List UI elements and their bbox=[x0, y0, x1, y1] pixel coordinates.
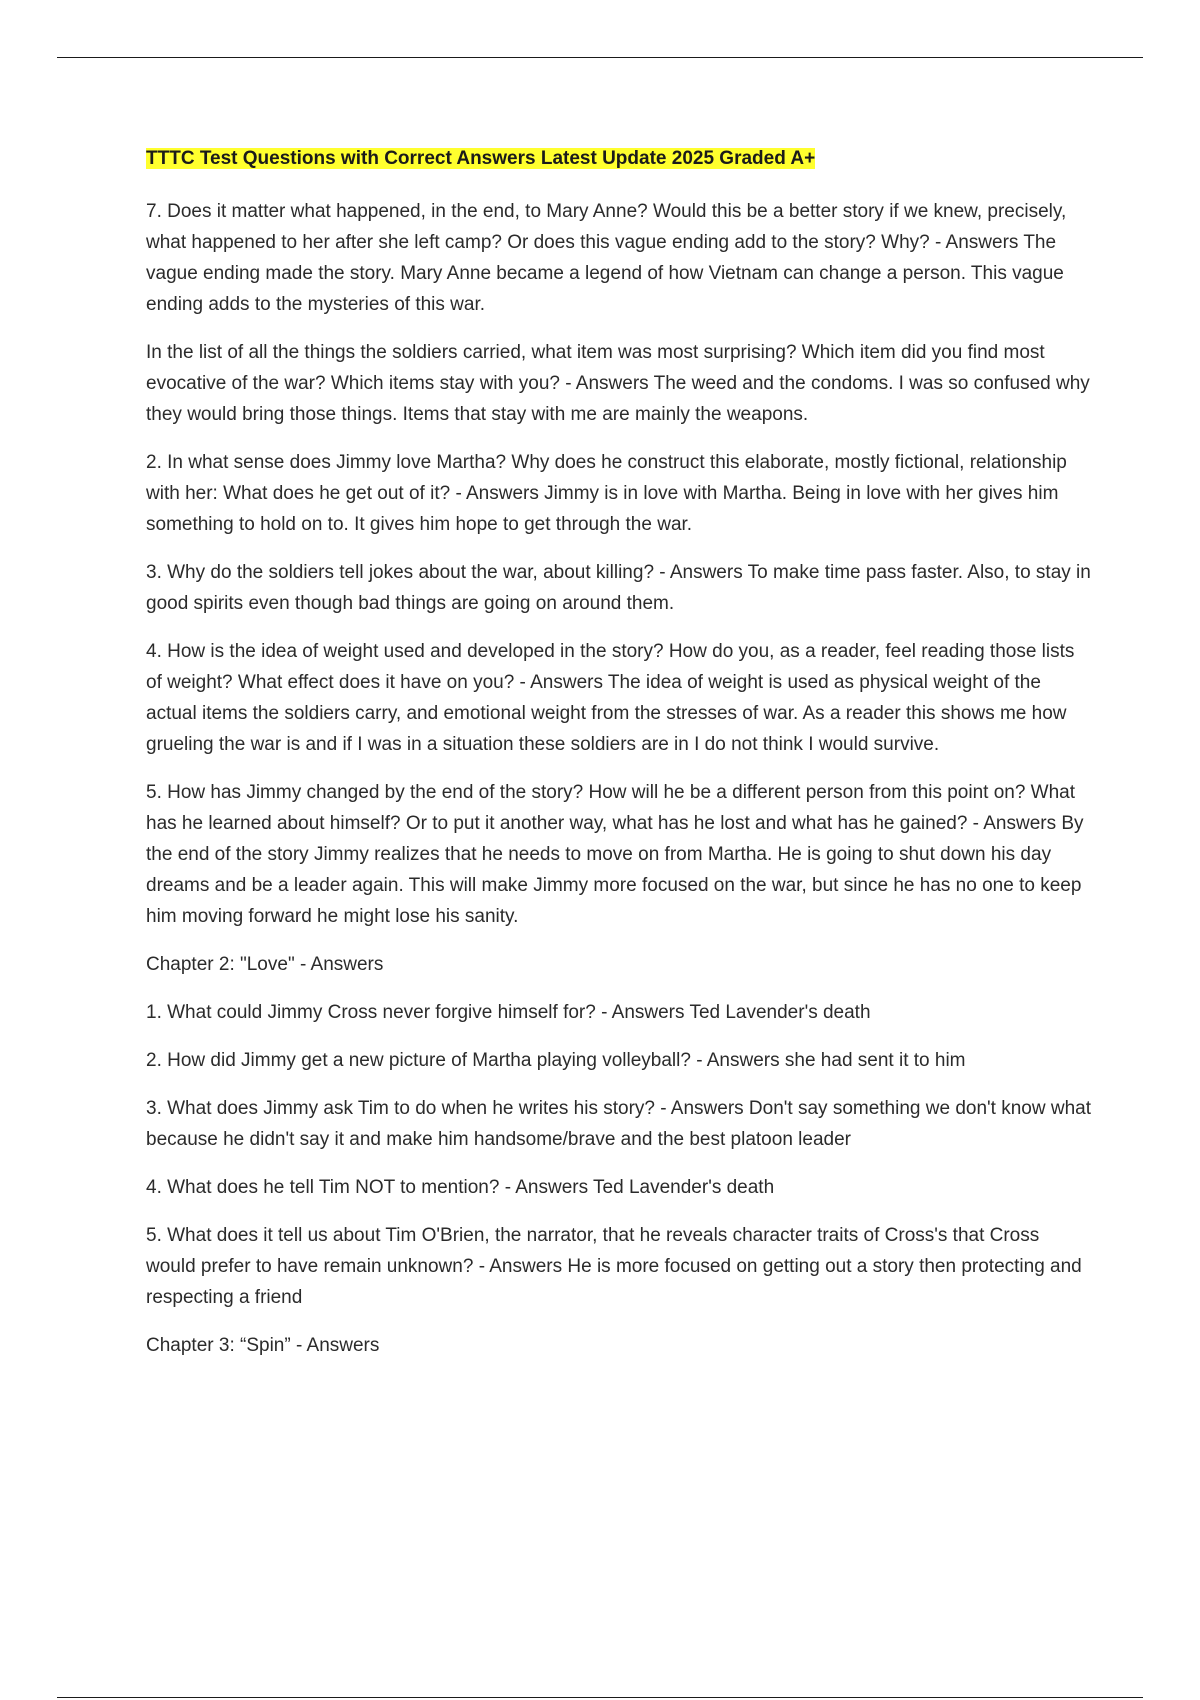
title-line bbox=[146, 145, 1091, 174]
paragraph-ch2-q2: 2. How did Jimmy get a new picture of Martha playing volleyball? - Answers she had sent it to him bbox=[146, 1050, 966, 1071]
paragraph-q3-jokes: 3. Why do the soldiers tell jokes about the war, about killing? - Answers To make time pass faster. Also, to stay in good spirits even though bad things are going on around them. bbox=[146, 562, 1091, 614]
paragraph-q7-mary-anne: 7. Does it matter what happened, in the end, to Mary Anne? Would this be a better story if we knew, precisely, what happened to her after she left camp? Or does this vague ending add to the story? Why? - Answers The vague ending made the story. Mary Anne became a legend of how Vietnam can change a person. This vague ending adds to the mysteries of this war. bbox=[146, 201, 1067, 315]
paragraph-ch2-q3: 3. What does Jimmy ask Tim to do when he writes his story? - Answers Don't say something we don't know what because he didn't say it and make him handsome/brave and the best platoon leader bbox=[146, 1098, 1091, 1150]
top-horizontal-rule bbox=[57, 57, 1143, 58]
chapter-3-heading: Chapter 3: “Spin” - Answers bbox=[146, 1335, 380, 1356]
paragraph-things-carried: In the list of all the things the soldiers carried, what item was most surprising? Which item did you find most evocative of the war? Which items stay with you? - Answers The weed and the condoms. I was so confused why they would bring those things. Items that stay with me are mainly the weapons. bbox=[146, 342, 1090, 425]
document-title: TTTC Test Questions with Correct Answers Latest Update 2025 Graded A+ bbox=[146, 148, 816, 169]
paragraph-q4-weight: 4. How is the idea of weight used and developed in the story? How do you, as a reader, feel reading those lists of weight? What effect does it have on you? - Answers The idea of weight is used as physical weight of the actual items the soldiers carry, and emotional weight from the stresses of war. As a reader this shows me how grueling the war is and if I was in a situation these soldiers are in I do not think I would survive. bbox=[146, 641, 1075, 755]
chapter-2-heading: Chapter 2: "Love" - Answers bbox=[146, 954, 384, 975]
document-body bbox=[146, 145, 1091, 1378]
paragraph-ch2-q4: 4. What does he tell Tim NOT to mention? - Answers Ted Lavender's death bbox=[146, 1177, 775, 1198]
paragraph-q2-jimmy-love: 2. In what sense does Jimmy love Martha? Why does he construct this elaborate, mostly fictional, relationship with her: What does he get out of it? - Answers Jimmy is in love with Martha. Being in love with her gives him something to hold on to. It gives him hope to get through the war. bbox=[146, 452, 1067, 535]
paragraph-q5-jimmy-changed: 5. How has Jimmy changed by the end of the story? How will he be a different person from this point on? What has he learned about himself? Or to put it another way, what has he lost and what has he gained? - Answers By the end of the story Jimmy realizes that he needs to move on from Martha. He is going to shut down his day dreams and be a leader again. This will make Jimmy more focused on the war, but since he has no one to keep him moving forward he might lose his sanity. bbox=[146, 782, 1084, 927]
paragraph-ch2-q5: 5. What does it tell us about Tim O'Brien, the narrator, that he reveals character traits of Cross's that Cross would prefer to have remain unknown? - Answers He is more focused on getting out a story then protecting and respecting a friend bbox=[146, 1225, 1082, 1308]
paragraph-ch2-q1: 1. What could Jimmy Cross never forgive himself for? - Answers Ted Lavender's death bbox=[146, 1002, 871, 1023]
bottom-horizontal-rule bbox=[57, 1697, 1143, 1698]
